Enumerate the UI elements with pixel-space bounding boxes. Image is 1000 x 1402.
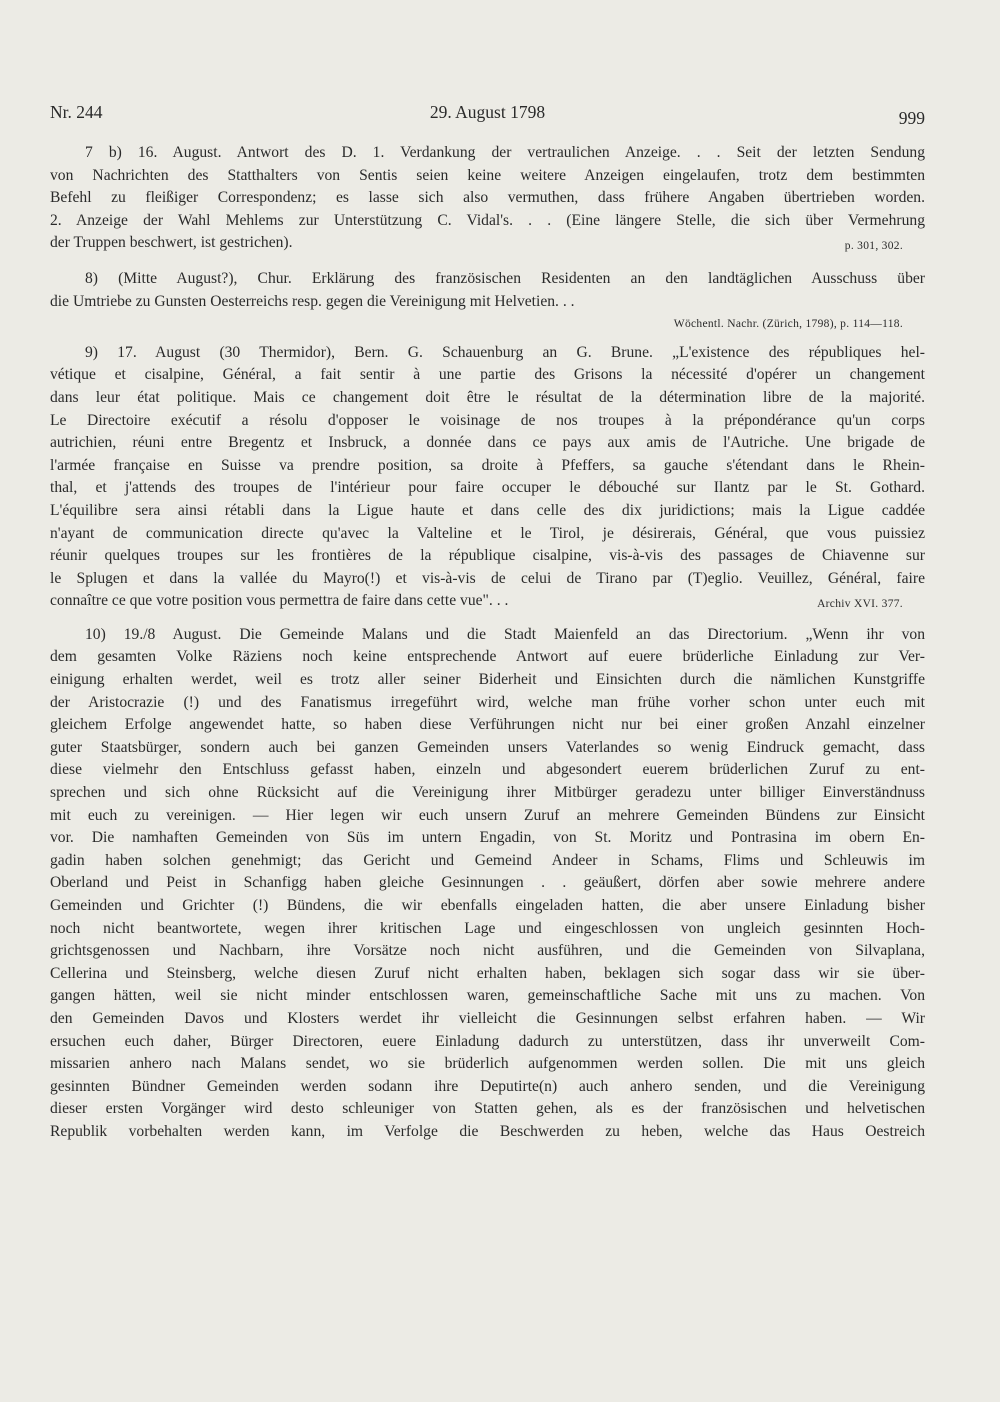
text-line-content: connaître ce que votre position vous permettra de faire dans cette vue". . . — [50, 592, 509, 610]
text-line: vor. Die namhaften Gemeinden von Süs im untern Engadin, von St. Moritz und Pontrasina im obern En- — [50, 829, 925, 847]
text-line: ersuchen euch daher, Bürger Directoren, euere Einladung dadurch zu unterstützen, dass ihr unverweilt Com- — [50, 1032, 925, 1050]
text-line: Republik vorbehalten werden kann, im Verfolge die Beschwerden zu heben, welche das Haus Oestreich — [50, 1122, 925, 1140]
page-header — [50, 102, 925, 126]
text-line: mit euch zu vereinigen. — Hier legen wir euch unsern Zuruf an mehrere Gemeinden Bündens zur Einsicht — [50, 806, 925, 824]
text-line: L'équilibre sera ainsi rétabli dans la Ligue haute et dans celle des dix juridictions; mais la Ligue caddée — [50, 501, 925, 519]
text-line-content: der Truppen beschwert, ist gestrichen). — [50, 234, 293, 252]
text-line-last — [50, 590, 925, 616]
text-line: gangen hätten, weil sie nicht minder entschlossen waren, gemeinschaftliche Sache mit uns zu machen. Von — [50, 987, 925, 1005]
page-number: 999 — [898, 108, 925, 128]
text-line: der Aristocrazie (!) und des Fanatismus irregeführt wird, welche man frühe vorher schon unter euch mit — [50, 693, 925, 711]
text-line: dans leur état politique. Mais ce changement doit être le résultat de la détermination libre de la majorité. — [50, 388, 925, 406]
source-reference: Wöchentl. Nachr. (Zürich, 1798), p. 114—118. — [673, 318, 903, 331]
header-date: 29. August 1798 — [429, 102, 546, 122]
text-line: einigung erhalten werdet, weil es trotz aller seiner Biderheit und Einsichten durch die nämlichen Kunstgriffe — [50, 671, 925, 689]
text-line: Gemeinden und Grichter (!) Bündens, die wir ebenfalls eingeladen hatten, die aber unsere Einladung bisher — [50, 897, 925, 914]
text-line: Befehl zu fleißiger Correspondenz; es lasse sich also vermuthen, dass frühere Angaben übertrieben worden. — [50, 189, 925, 207]
entry-8 — [50, 268, 925, 336]
text-line-last — [50, 232, 925, 258]
text-line: 2. Anzeige der Wahl Mehlems zur Unterstützung C. Vidal's. . . (Eine längere Stelle, die sich über Vermehrung — [50, 211, 925, 229]
text-line: sprechen und sich ohne Rücksicht auf die Vereinigung ihrer Mitbürger geradezu unter billiger Einverständnuss — [50, 784, 925, 802]
text-line: 8) (Mitte August?), Chur. Erklärung des französischen Residenten an den landtäglichen Ausschuss über — [85, 269, 925, 287]
text-line: gleichem Erfolge angewendet hatte, so haben diese Verführungen nicht nur bei einer großen Anzahl einzelner — [50, 716, 925, 734]
text-line: 10) 19./8 August. Die Gemeinde Malans und die Stadt Maienfeld an das Directorium. „Wenn ihr von — [85, 625, 925, 643]
entry-7b — [50, 142, 925, 258]
text-line-last: die Umtriebe zu Gunsten Oesterreichs resp. gegen die Vereinigung mit Helvetien. . . — [50, 292, 575, 310]
text-line: vétique et cisalpine, Général, a fait sentir à une partie des Grisons la nécessité d'opérer un changement — [50, 366, 925, 384]
text-line: gesinnten Bündner Gemeinden werden sodann ihre Deputirte(n) auch anhero senden, und die Vereinigung — [50, 1077, 925, 1095]
document-number: Nr. 244 — [50, 102, 103, 122]
text-line: autrichien, réuni entre Bregentz et Insbruck, a donnée dans ce pays aux amis de l'Autriche. Une brigade de — [50, 434, 925, 452]
spacer — [50, 616, 925, 624]
text-line: grichtsgenossen und Nachbarn, ihre Vorsätze noch nicht ausführen, und die Gemeinden von Silvaplana, — [50, 942, 925, 960]
text-line: thal, et j'attends des troupes de l'intérieur pour faire occuper le débouché sur Ilantz par le St. Gothard. — [50, 479, 925, 497]
entry-10 — [50, 624, 925, 1144]
text-line: Le Directoire exécutif a résolu d'opposer le voisinage de nos troupes à la prépondérance qu'un corps — [50, 411, 925, 429]
text-line: guter Staatsbürger, sondern auch bei ganzen Gemeinden unsers Vaterlandes so wenig Eindruck gemacht, dass — [50, 738, 925, 756]
text-line: n'ayant de communication directe qu'avec la Valteline et le Tirol, je désirerais, Général, que vous puissiez — [50, 524, 925, 542]
spacer — [50, 258, 925, 268]
text-line: le Splugen et dans la vallée du Mayro(!) et vis-à-vis de celui de Tirano par (T)eglio. Veuillez, Général, faire — [50, 569, 925, 587]
text-line: dieser ersten Vorgänger wird desto schleuniger von Statten gehen, als es der französischen und helvetischen — [50, 1100, 925, 1118]
entry-9 — [50, 342, 925, 616]
text-line: noch nicht beantwortete, wegen ihrer kritischen Lage und eingeschlossen von ungleich gesinnten Hoch- — [50, 919, 925, 937]
text-line: den Gemeinden Davos und Klosters werdet ihr vielleicht die Gesinnungen selbst erfahren haben. — Wir — [50, 1009, 925, 1027]
page-body — [50, 142, 925, 1144]
text-line: diese vielmehr den Entschluss gefasst haben, einzeln und abgesondert euerem brüderlichen Zuruf zu ent- — [50, 761, 925, 779]
text-line: réunir quelques troupes sur les frontières de la république cisalpine, vis-à-vis des passages de Chiavenne sur — [50, 547, 925, 565]
source-reference: Archiv XVI. 377. — [817, 598, 903, 611]
text-line: missarien anhero nach Malans sendet, wo sie brüderlich aufgenommen werden sollen. Die mit uns gleich — [50, 1055, 925, 1073]
text-line: gadin haben solchen genehmigt; das Gericht und Gemeind Andeer in Schams, Flims und Schleuwis im — [50, 851, 925, 869]
text-line: Oberland und Peist in Schanfigg haben gleiche Gesinnungen . . geäußert, dörfen aber sowie mehrere andere — [50, 874, 925, 892]
text-line: 7 b) 16. August. Antwort des D. 1. Verdankung der vertraulichen Anzeige. . . Seit der letzten Sendung — [85, 144, 925, 161]
text-line: l'armée française en Suisse va prendre position, sa droite à Pfeffers, sa gauche s'étendant dans le Rhein- — [50, 456, 925, 474]
text-line: Cellerina und Steinsberg, welche diesen Zuruf nicht erhalten haben, beklagen sich sogar dass wir sie über- — [50, 964, 925, 982]
source-reference: p. 301, 302. — [844, 240, 903, 253]
text-line: von Nachrichten des Statthalters von Sentis seien keine weitere Anzeigen eingelaufen, trotz dem bestimmten — [50, 166, 925, 184]
text-line: 9) 17. August (30 Thermidor), Bern. G. Schauenburg an G. Brune. „L'existence des républiques hel- — [85, 343, 925, 361]
text-line: dem gesamten Volke Räziens noch keine entsprechende Antwort auf euere brüderliche Einladung zur Ver- — [50, 648, 925, 666]
